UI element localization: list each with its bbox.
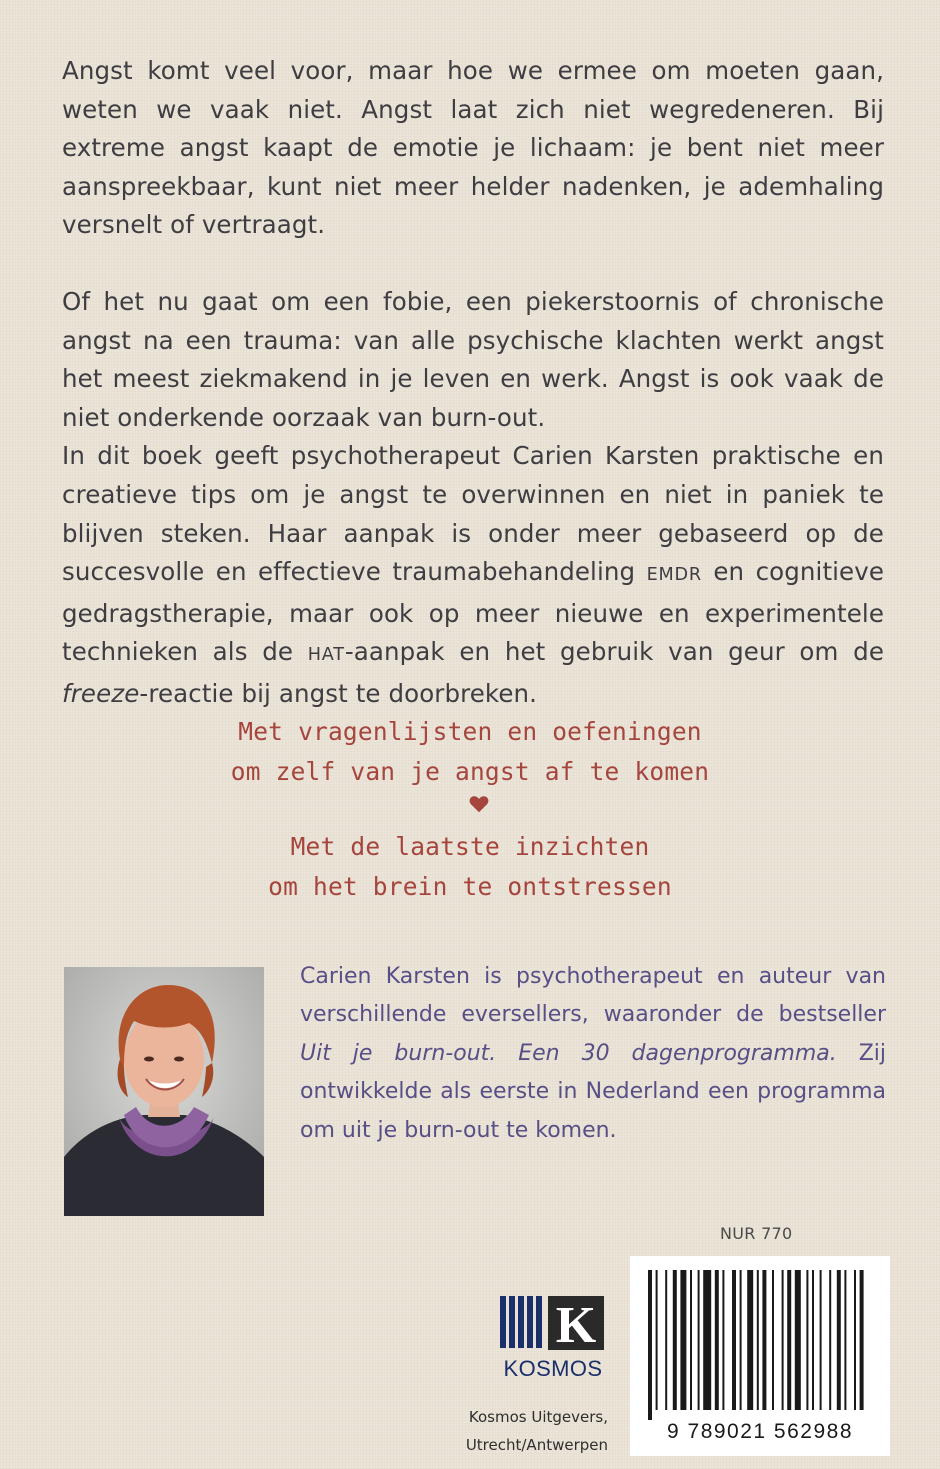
bestseller-title: Uit je burn-out. Een 30 dagenprogramma. bbox=[300, 1040, 837, 1066]
author-bio-part-b: Zij ontwikkelde als eerste in Nederland een programma om uit je burn-out te komen. bbox=[300, 1040, 886, 1143]
barcode-bar bbox=[703, 1270, 711, 1410]
author-bio-part-a: Carien Karsten is psychotherapeut en auteur van verschillende eversellers, waaronder de bestseller bbox=[300, 964, 886, 1028]
freeze-term: freeze bbox=[62, 678, 140, 708]
barcode-bar bbox=[772, 1270, 774, 1410]
publisher-line-2: Utrecht/Antwerpen bbox=[465, 1436, 608, 1454]
barcode-bar bbox=[698, 1270, 700, 1410]
barcode-bar bbox=[829, 1270, 831, 1410]
blurb-p3-part-b: en cognitieve gedragstherapie, maar ook op meer nieuwe en experimentele technieken als de bbox=[62, 557, 885, 667]
barcode-bar bbox=[665, 1270, 667, 1410]
publisher-line-1: Kosmos Uitgevers, bbox=[468, 1408, 608, 1426]
barcode-bar bbox=[787, 1270, 791, 1410]
barcode-bar bbox=[762, 1270, 766, 1410]
barcode-bar bbox=[820, 1270, 822, 1410]
author-photo bbox=[64, 967, 264, 1216]
author-bio bbox=[300, 958, 886, 1150]
barcode-bar bbox=[715, 1270, 719, 1410]
heart-icon bbox=[468, 793, 490, 815]
blurb-paragraph-2: Of het nu gaat om een fobie, een piekerstoornis of chronische angst na een trauma: van alle psychische klachten werkt angst het meest ziekmakend in je leven en werk. Angst is ook vaak de niet onderkende oorzaak van burn-out. bbox=[62, 286, 884, 432]
tagline-3: Met de laatste inzichten bbox=[290, 832, 650, 861]
tagline-2: om zelf van je angst af te komen bbox=[230, 757, 710, 786]
barcode-bar bbox=[812, 1270, 814, 1410]
isbn-barcode bbox=[630, 1256, 890, 1456]
isbn-number: 9 789021 562988 bbox=[667, 1420, 853, 1443]
publisher-logo bbox=[498, 1294, 608, 1352]
blurb-p3-part-c: -aanpak en het gebruik van geur om de bbox=[344, 637, 884, 667]
blurb-paragraph-3 bbox=[62, 437, 884, 713]
barcode-bar bbox=[648, 1270, 652, 1420]
barcode-bar bbox=[680, 1270, 686, 1410]
barcode-bar bbox=[690, 1270, 692, 1410]
blurb-text bbox=[62, 52, 884, 714]
emdr-term: EMDR bbox=[646, 565, 702, 586]
barcode-bar bbox=[747, 1270, 753, 1410]
barcode-bar bbox=[844, 1270, 846, 1410]
barcode-bar bbox=[732, 1270, 736, 1410]
barcode-bar bbox=[837, 1270, 841, 1410]
hat-term: HAT bbox=[307, 645, 345, 666]
barcode-bar bbox=[656, 1270, 658, 1410]
blurb-p3-part-d: -reactie bij angst te doorbreken. bbox=[139, 678, 538, 708]
barcode-bar bbox=[757, 1270, 759, 1410]
barcode-bar bbox=[795, 1270, 801, 1410]
publisher-name: KOSMOS bbox=[503, 1356, 603, 1381]
barcode-bar bbox=[806, 1270, 808, 1410]
blurb-p3-part-a: In dit boek geeft psychotherapeut Carien Karsten praktische en creatieve tips om je angst te overwinnen en niet in paniek te blijven steken. Haar aanpak is onder meer gebaseerd op de succesvolle en effectieve traumabehandeling bbox=[62, 441, 884, 587]
barcode-bar bbox=[722, 1270, 724, 1410]
barcode-bar bbox=[673, 1270, 677, 1410]
tagline-4: om het brein te ontstressen bbox=[268, 872, 672, 901]
tagline-1: Met vragenlijsten en oefeningen bbox=[238, 717, 702, 746]
nur-code: NUR 770 bbox=[720, 1224, 793, 1243]
blurb-paragraph-1: Angst komt veel voor, maar hoe we ermee om moeten gaan, weten we vaak niet. Angst laat zich niet wegredeneren. Bij extreme angst kaapt de emotie je lichaam: je bent niet meer aanspreekbaar, kunt niet meer helder nadenken, je ademhaling versnelt of vertraagt. bbox=[62, 56, 884, 240]
barcode-bar bbox=[854, 1270, 856, 1410]
logo-letter: K bbox=[555, 1297, 597, 1352]
barcode-bar bbox=[740, 1270, 742, 1410]
barcode-bar bbox=[782, 1270, 784, 1410]
barcode-bar bbox=[860, 1270, 864, 1410]
